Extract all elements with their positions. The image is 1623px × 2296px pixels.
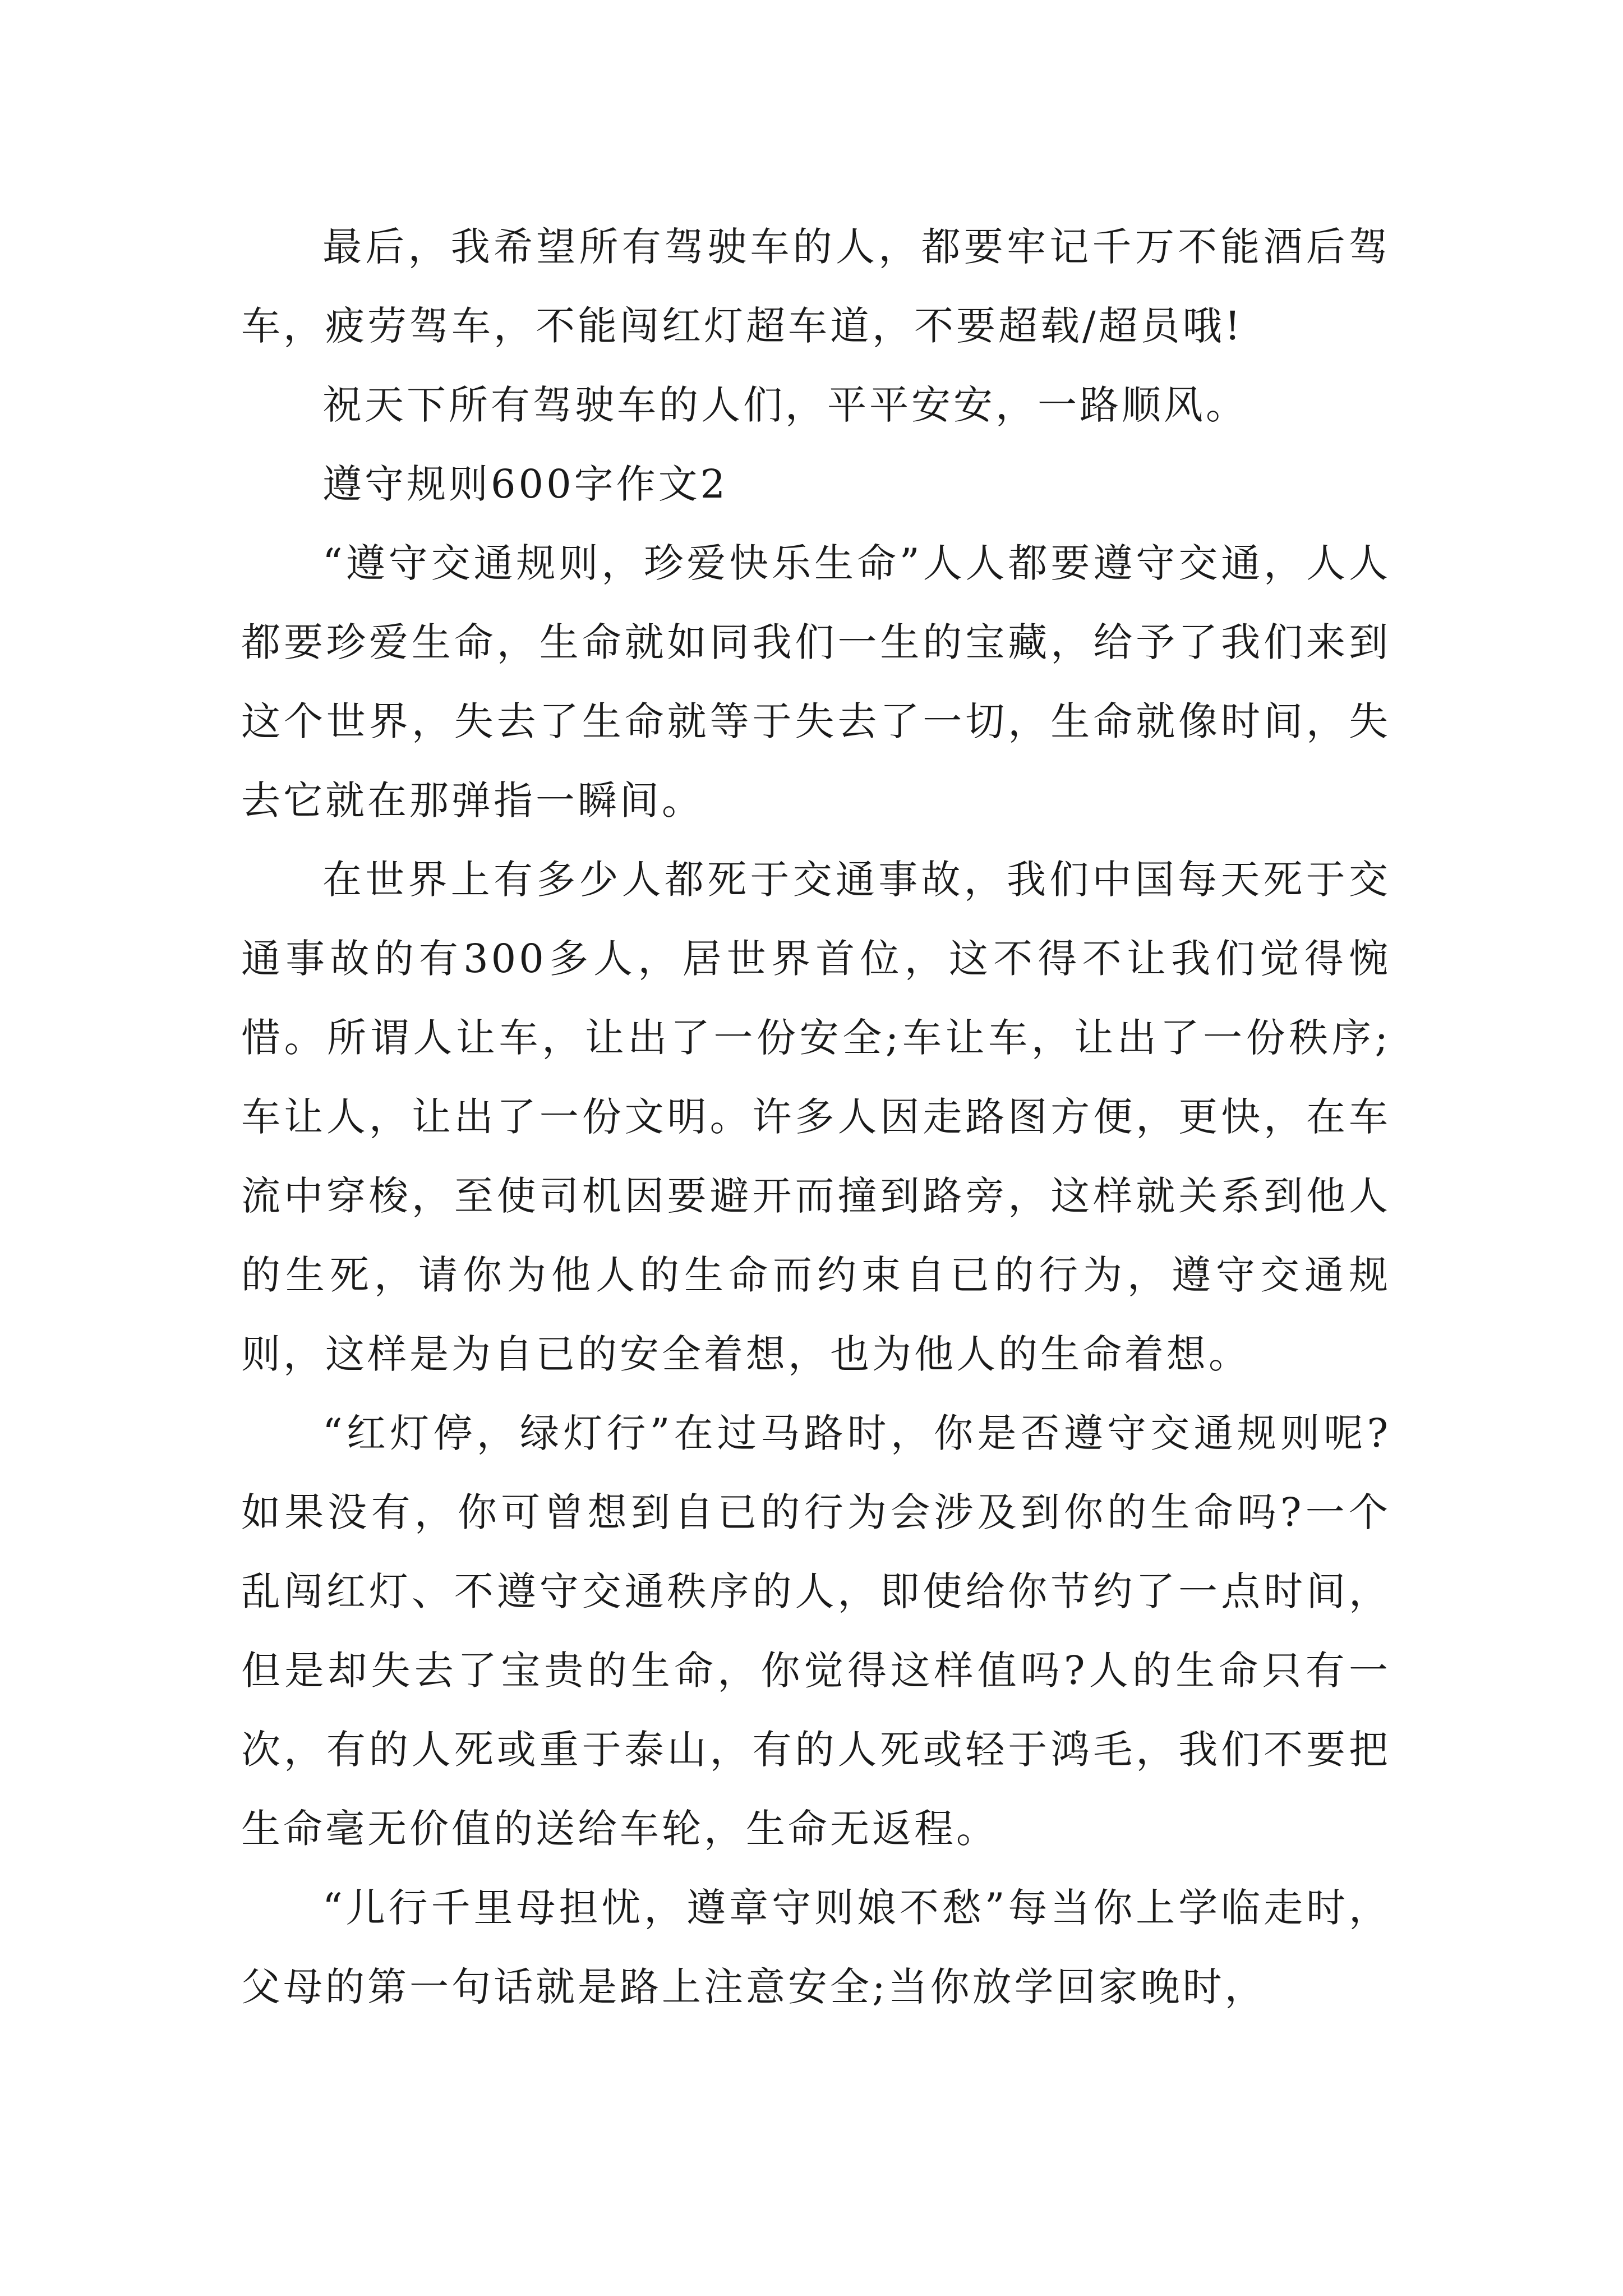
paragraph-blessing: 祝天下所有驾驶车的人们，平平安安，一路顺风。 xyxy=(322,382,1248,428)
document-body xyxy=(241,208,1391,2027)
section-heading: 遵守规则600字作文2 xyxy=(322,461,728,507)
paragraph-accidents: 在世界上有多少人都死于交通事故，我们中国每天死于交通事故的有300多人，居世界首位，这不得不让我们觉得惋惜。所谓人让车，让出了一份安全;车让车，让出了一份秩序;车让人，让出了一份文明。许多人因走路图方便，更快，在车流中穿梭，至使司机因要避开而撞到路旁，这样就关系到他人的生死，请你为他人的生命而约束自已的行为，遵守交通规则，这样是为自已的安全着想，也为他人的生命着想。 xyxy=(241,857,1391,1377)
paragraph-intro: “遵守交通规则，珍爱快乐生命”人人都要遵守交通，人人都要珍爱生命，生命就如同我们一生的宝藏，给予了我们来到这个世界，失去了生命就等于失去了一切，生命就像时间，失去它就在那弹指一瞬间。 xyxy=(241,540,1391,823)
paragraph-conclusion: 最后，我希望所有驾驶车的人，都要牢记千万不能酒后驾车，疲劳驾车，不能闯红灯超车道，不要超载/超员哦! xyxy=(241,224,1391,349)
paragraph-parents: “儿行千里母担忧，遵章守则娘不愁”每当你上学临走时，父母的第一句话就是路上注意安全;当你放学回家晚时， xyxy=(241,1885,1391,2010)
paragraph-red-light: “红灯停，绿灯行”在过马路时，你是否遵守交通规则呢?如果没有，你可曾想到自已的行为会涉及到你的生命吗?一个乱闯红灯、不遵守交通秩序的人，即使给你节约了一点时间，但是却失去了宝贵的生命，你觉得这样值吗?人的生命只有一次，有的人死或重于泰山，有的人死或轻于鸿毛，我们不要把生命毫无价值的送给车轮，生命无返程。 xyxy=(241,1410,1391,1852)
